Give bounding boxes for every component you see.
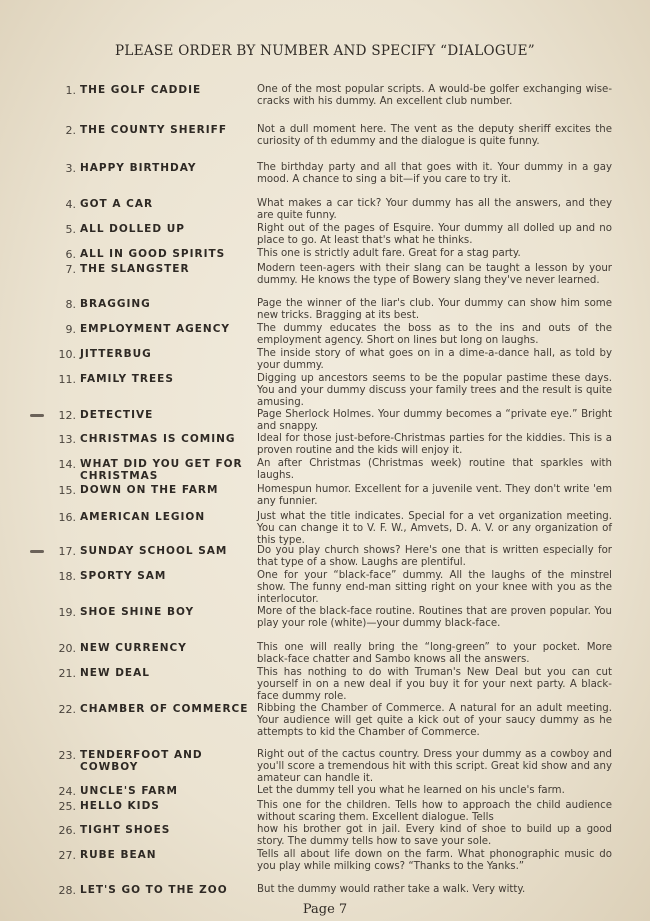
page-heading: PLEASE ORDER BY NUMBER AND SPECIFY “DIALOGUE” bbox=[115, 43, 535, 59]
item-number: 11. bbox=[58, 373, 76, 386]
item-description: Page the winner of the liar's club. Your dummy can show him some new tricks. Bragging at its best. bbox=[257, 298, 612, 321]
item-description: The dummy educates the boss as to the ins and outs of the employment agency. Short on lines but long on laughs. bbox=[257, 323, 612, 346]
item-title: DETECTIVE bbox=[80, 409, 154, 421]
item-number: 16. bbox=[58, 511, 76, 524]
item-description: More of the black-face routine. Routines that are proven popular. You play your role (white)—your dummy black-face. bbox=[257, 606, 612, 629]
item-number: 12. bbox=[58, 409, 76, 422]
item-description: Just what the title indicates. Special for a vet organization meeting. You can change it to V. F. W., Amvets, D. A. V. or any organization of this type. bbox=[257, 511, 612, 546]
item-description: What makes a car tick? Your dummy has all the answers, and they are quite funny. bbox=[257, 198, 612, 221]
item-description: Modern teen-agers with their slang can be taught a lesson by your dummy. He knows the type of Bowery slang they've never learned. bbox=[257, 263, 612, 286]
item-description: One for your “black-face” dummy. All the laughs of the minstrel show. The funny end-man sitting right on your knee with you as the interlocutor. bbox=[257, 570, 612, 605]
item-description: An after Christmas (Christmas week) routine that sparkles with laughs. bbox=[257, 458, 612, 481]
item-number: 22. bbox=[58, 703, 76, 716]
item-title: SPORTY SAM bbox=[80, 570, 167, 582]
item-number: 26. bbox=[58, 824, 76, 837]
item-number: 27. bbox=[58, 849, 76, 862]
item-title: CHRISTMAS IS COMING bbox=[80, 433, 236, 445]
item-title: CHAMBER OF COMMERCE bbox=[80, 703, 249, 715]
item-number: 3. bbox=[65, 162, 76, 175]
item-title: DOWN ON THE FARM bbox=[80, 484, 219, 496]
item-title: FAMILY TREES bbox=[80, 373, 174, 385]
item-number: 7. bbox=[65, 263, 76, 276]
item-description: Do you play church shows? Here's one that is written especially for that type of a show. Laughs are plentiful. bbox=[257, 545, 612, 568]
item-title: UNCLE'S FARM bbox=[80, 785, 178, 797]
item-title: RUBE BEAN bbox=[80, 849, 157, 861]
item-description: Tells all about life down on the farm. What phonographic music do you play while milking cows? “Thanks to the Yanks.” bbox=[257, 849, 612, 872]
item-title: THE GOLF CADDIE bbox=[80, 84, 202, 96]
item-title: THE SLANGSTER bbox=[80, 263, 190, 275]
item-number: 2. bbox=[65, 124, 76, 137]
item-description: One of the most popular scripts. A would-be golfer exchanging wise-cracks with his dummy. An excellent club number. bbox=[257, 84, 612, 107]
item-title: WHAT DID YOU GET FOR CHRISTMAS bbox=[80, 458, 243, 482]
item-number: 17. bbox=[58, 545, 76, 558]
item-description: The birthday party and all that goes with it. Your dummy in a gay mood. A chance to sing a bit—if you care to try it. bbox=[257, 162, 612, 185]
item-title: AMERICAN LEGION bbox=[80, 511, 206, 523]
item-number: 23. bbox=[58, 749, 76, 762]
item-description: Ribbing the Chamber of Commerce. A natural for an adult meeting. Your audience will get quite a kick out of your saucy dummy as he attempts to kid the Chamber of Commerce. bbox=[257, 703, 612, 738]
page-number: Page 7 bbox=[302, 902, 348, 917]
item-number: 20. bbox=[58, 642, 76, 655]
item-title: LET'S GO TO THE ZOO bbox=[80, 884, 228, 896]
item-title: EMPLOYMENT AGENCY bbox=[80, 323, 231, 335]
item-title: SHOE SHINE BOY bbox=[80, 606, 195, 618]
item-number: 14. bbox=[58, 458, 76, 471]
item-description: Page Sherlock Holmes. Your dummy becomes a “private eye.” Bright and snappy. bbox=[257, 409, 612, 432]
item-description: The inside story of what goes on in a dime-a-dance hall, as told by your dummy. bbox=[257, 348, 612, 371]
item-number: 10. bbox=[58, 348, 76, 361]
item-title: BRAGGING bbox=[80, 298, 151, 310]
item-number: 28. bbox=[58, 884, 76, 897]
item-number: 8. bbox=[65, 298, 76, 311]
item-description: This one will really bring the “long-green” to your pocket. More black-face chatter and Sambo knows all the answers. bbox=[257, 642, 612, 665]
item-number: 18. bbox=[58, 570, 76, 583]
item-title: THE COUNTY SHERIFF bbox=[80, 124, 228, 136]
item-number: 21. bbox=[58, 667, 76, 680]
item-description: But the dummy would rather take a walk. Very witty. bbox=[257, 884, 526, 895]
item-title: ALL DOLLED UP bbox=[80, 223, 185, 235]
item-description: This has nothing to do with Truman's New Deal but you can cut yourself in on a new deal if you buy it for your next party. A black-face dummy role. bbox=[257, 667, 612, 702]
item-description: how his brother got in jail. Every kind of shoe to build up a good story. The dummy tells how to save your sole. bbox=[257, 824, 612, 847]
item-title: TIGHT SHOES bbox=[80, 824, 171, 836]
item-description: Digging up ancestors seems to be the popular pastime these days. You and your dummy discuss your family trees and the result is quite amusing. bbox=[257, 373, 612, 408]
item-number: 24. bbox=[58, 785, 76, 798]
item-description: This one is strictly adult fare. Great for a stag party. bbox=[257, 248, 521, 259]
item-title: NEW DEAL bbox=[80, 667, 150, 679]
item-number: 15. bbox=[58, 484, 76, 497]
item-title: HELLO KIDS bbox=[80, 800, 160, 812]
item-number: 4. bbox=[65, 198, 76, 211]
item-description: Not a dull moment here. The vent as the deputy sheriff excites the curiosity of th edummy and the dialogue is quite funny. bbox=[257, 124, 612, 147]
item-description: Let the dummy tell you what he learned on his uncle's farm. bbox=[257, 785, 565, 796]
item-number: 6. bbox=[65, 248, 76, 261]
item-title: ALL IN GOOD SPIRITS bbox=[80, 248, 226, 260]
item-title: HAPPY BIRTHDAY bbox=[80, 162, 197, 174]
item-title: SUNDAY SCHOOL SAM bbox=[80, 545, 228, 557]
item-description: Right out of the cactus country. Dress your dummy as a cowboy and you'll score a tremendous hit with this script. Great kid show and any amateur can handle it. bbox=[257, 749, 612, 784]
item-title: JITTERBUG bbox=[80, 348, 152, 360]
item-number: 5. bbox=[65, 223, 76, 236]
item-title: TENDERFOOT AND COWBOY bbox=[80, 749, 203, 773]
item-number: 19. bbox=[58, 606, 76, 619]
item-title: NEW CURRENCY bbox=[80, 642, 187, 654]
item-number: 1. bbox=[65, 84, 76, 97]
item-number: 13. bbox=[58, 433, 76, 446]
item-number: 9. bbox=[65, 323, 76, 336]
item-description: This one for the children. Tells how to approach the child audience without scaring them. Excellent dialogue. Tells bbox=[257, 800, 612, 823]
item-title: GOT A CAR bbox=[80, 198, 154, 210]
item-number: 25. bbox=[58, 800, 76, 813]
item-description: Homespun humor. Excellent for a juvenile vent. They don't write 'em any funnier. bbox=[257, 484, 612, 507]
item-description: Ideal for those just-before-Christmas parties for the kiddies. This is a proven routine and the kids will enjoy it. bbox=[257, 433, 612, 456]
item-description: Right out of the pages of Esquire. Your dummy all dolled up and no place to go. At least that's what he thinks. bbox=[257, 223, 612, 246]
